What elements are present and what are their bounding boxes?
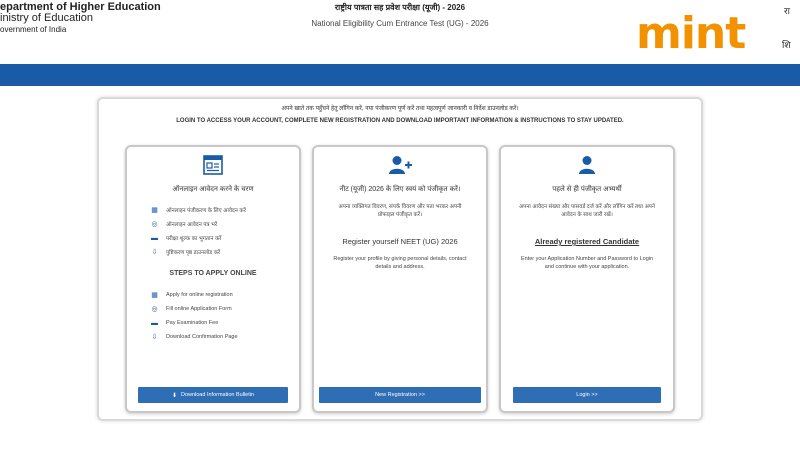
mint-logo: mint	[636, 8, 746, 59]
user-icon	[501, 155, 673, 175]
english-steps-list	[151, 288, 291, 344]
add-user-icon	[314, 155, 486, 175]
exam-title-hindi: राष्ट्रीय पात्रता सह प्रवेश परीक्षा (यूजी) - 2026	[334, 3, 466, 12]
main-panel	[97, 97, 703, 421]
register-subheading: Register yourself NEET (UG) 2026	[342, 237, 458, 246]
login-button[interactable]: Login >>	[513, 387, 661, 403]
dept-line-2: inistry of Education	[0, 12, 93, 24]
register-icon: ▦	[151, 291, 158, 299]
list-item: ◎ ऑनलाइन आवेदन पत्र भरें	[151, 220, 218, 228]
list-item: ⇩ पुष्टिकरण पृष्ठ डाउनलोड करें	[151, 248, 221, 256]
download-bulletin-label: Download Information Bulletin	[180, 392, 255, 398]
hindi-steps-list	[151, 203, 291, 259]
card-title: ऑनलाइन आवेदन करने के चरण	[172, 186, 254, 193]
new-registration-button[interactable]: New Registration >>	[319, 387, 481, 403]
download-icon: ⬇	[171, 392, 177, 399]
hindi-description: अपना व्यक्तिगत विवरण, संपर्क विवरण और पता भरकर अपनी प्रोफाइल पंजीकृत करें।	[338, 204, 462, 218]
login-card	[499, 145, 675, 413]
registration-card	[312, 145, 488, 413]
form-icon: ◎	[151, 305, 158, 313]
already-registered-link[interactable]: Already registered Candidate	[534, 237, 640, 246]
list-item: ◎ Fill online Application Form	[151, 305, 232, 313]
list-item: ⇩ Download Confirmation Page	[151, 333, 238, 341]
register-icon: ▦	[151, 206, 158, 214]
english-description: Enter your Application Number and Password to Login and continue with your application.	[520, 256, 654, 270]
hindi-description: अपना आवेदन संख्या और पासवर्ड दर्ज करें और लॉगिन करें तथा अपने आवेदन के साथ जारी रखें।	[519, 204, 655, 218]
download-icon: ⇩	[151, 333, 158, 341]
exam-title-english: National Eligibility Cum Entrance Test (UG) - 2026	[311, 19, 489, 28]
header	[0, 0, 800, 64]
nav-bar	[0, 64, 800, 86]
ministry-block	[0, 2, 161, 35]
right-edge-text-bottom: शि	[782, 40, 791, 50]
steps-title: STEPS TO APPLY ONLINE	[169, 270, 257, 277]
list-item: ▬ परीक्षा शुल्क का भुगतान करें	[151, 234, 222, 242]
download-bulletin-button[interactable]	[138, 387, 288, 403]
exam-title	[250, 2, 550, 28]
download-icon: ⇩	[151, 248, 158, 256]
steps-card	[125, 145, 301, 413]
form-icon: ◎	[151, 220, 158, 228]
list-item: ▬ Pay Examination Fee	[151, 319, 219, 327]
right-edge-text-top: रा	[784, 6, 791, 16]
dept-line-1: epartment of Higher Education	[0, 1, 161, 13]
card-title: नीट (यूजी) 2026 के लिए स्वयं को पंजीकृत करें।	[339, 186, 461, 193]
application-form-icon	[127, 155, 299, 175]
dept-line-3: overnment of India	[0, 25, 67, 34]
payment-icon: ▬	[151, 234, 158, 242]
english-description: Register your profile by giving personal details, contact details and address.	[333, 256, 467, 270]
intro-text-hindi: अपने खाते तक पहुँचने हेतु लॉगिन करें, नया पंजीकरण पूर्ण करें तथा महत्वपूर्ण जानकारी व निर्देश डाउनलोड करें।	[281, 106, 519, 112]
payment-icon: ▬	[151, 319, 158, 327]
list-item: ▦ ऑनलाइन पंजीकरण के लिए आवेदन करें	[151, 206, 246, 214]
list-item: ▦ Apply for online registration	[151, 291, 233, 299]
intro-text-english: LOGIN TO ACCESS YOUR ACCOUNT, COMPLETE NEW REGISTRATION AND DOWNLOAD IMPORTANT INFORMATION & INSTRUCTIONS TO STAY UPDATED.	[176, 118, 624, 124]
card-title: पहले से ही पंजीकृत अभ्यर्थी	[552, 186, 622, 193]
